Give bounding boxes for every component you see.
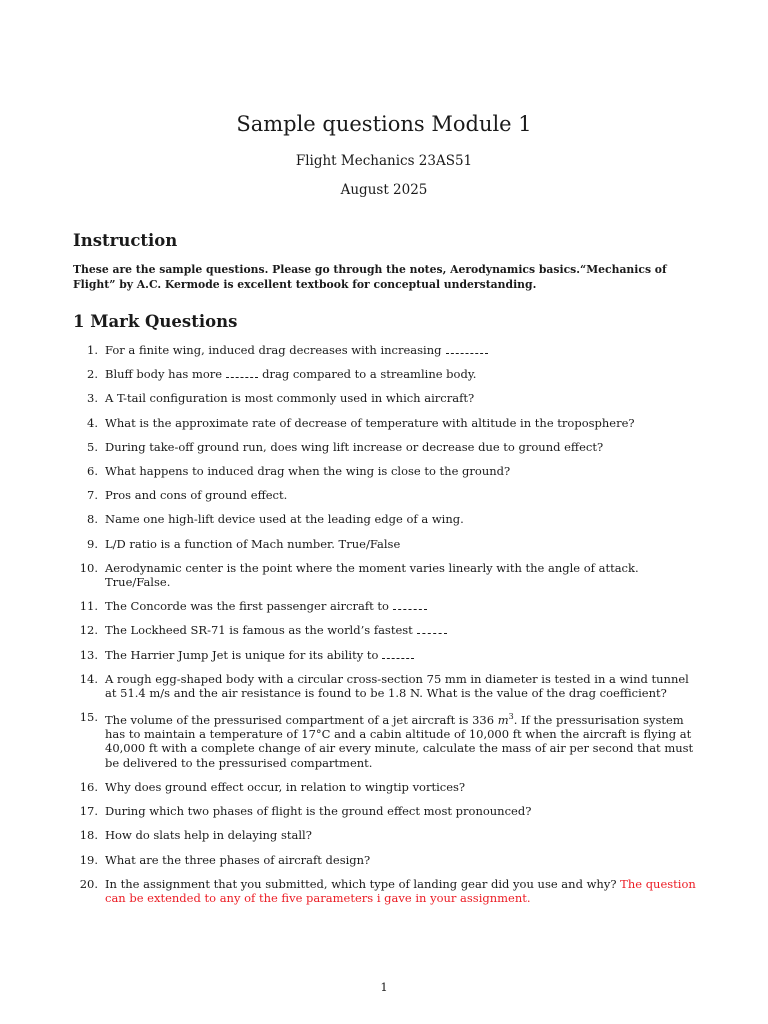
question-number: 16. [79, 779, 98, 794]
question-number: 5. [87, 439, 98, 454]
question-number: 2. [87, 367, 98, 382]
question-text: A rough egg-shaped body with a circular cross-section 75 mm in diameter is tested in a wind tunnel at 51.4 m/s and the air resistance is found to be 1.8 N. What is the value of the drag coefficient? [105, 671, 689, 701]
question-text: In the assignment that you submitted, which type of landing gear did you use and why? [105, 876, 617, 891]
instruction-heading: Instruction [73, 231, 178, 250]
question-number: 15. [79, 710, 98, 725]
question-number: 14. [79, 671, 98, 686]
question-text: How do slats help in delaying stall? [105, 828, 312, 843]
question-text-continued: . If the pressurisation system has to maintain a temperature of 17°C and a cabin altitude of 10,000 ft when the aircraft is flying at 40,000 ft with a complete change of air every minute, calculate the mass of air per second that must be delivered to the pressurised compartment. [105, 713, 694, 770]
questions-heading: 1 Mark Questions [73, 312, 238, 331]
page-number: 1 [380, 980, 388, 994]
question-item [0, 648, 768, 662]
teacher-note: The question can be extended to any of the five parameters i gave in your assignment. [105, 876, 696, 905]
question-item [0, 367, 768, 381]
question-text: The Harrier Jump Jet is unique for its ability to [105, 647, 379, 662]
question-item [0, 853, 768, 867]
question-number: 10. [79, 560, 98, 575]
question-item [0, 804, 768, 818]
unit-exponent: 3 [508, 712, 514, 722]
question-text: L/D ratio is a function of Mach number. True/False [105, 536, 401, 551]
question-number: 3. [87, 391, 98, 406]
question-number: 6. [87, 464, 98, 479]
question-number: 12. [79, 623, 98, 638]
question-item [0, 488, 768, 502]
question-text: Pros and cons of ground effect. [105, 488, 288, 503]
question-item [0, 440, 768, 454]
fill-in-blank [226, 367, 258, 378]
question-item [0, 561, 768, 589]
question-text: Aerodynamic center is the point where the moment varies linearly with the angle of attack. True/False. [105, 560, 639, 590]
question-item [0, 416, 768, 430]
unit-math: m [497, 713, 509, 728]
fill-in-blank [446, 343, 488, 354]
question-item [0, 512, 768, 526]
question-text: What happens to induced drag when the wing is close to the ground? [105, 464, 511, 479]
question-text: During which two phases of flight is the ground effect most pronounced? [105, 804, 532, 819]
question-text: A T-tail configuration is most commonly used in which aircraft? [105, 391, 475, 406]
question-number: 8. [87, 512, 98, 527]
question-item [0, 464, 768, 478]
question-number: 4. [87, 415, 98, 430]
question-item [0, 623, 768, 637]
question-item [0, 780, 768, 794]
document-subtitle: Flight Mechanics 23AS51 [295, 153, 473, 169]
question-text: The volume of the pressurised compartment of a jet aircraft is 336 [105, 713, 498, 728]
document-date: August 2025 [340, 182, 428, 198]
question-number: 13. [79, 647, 98, 662]
question-item [0, 672, 768, 700]
question-number: 20. [79, 876, 98, 891]
question-item [0, 599, 768, 613]
question-text-continued: drag compared to a streamline body. [262, 367, 477, 382]
fill-in-blank [417, 623, 447, 634]
question-text: For a finite wing, induced drag decreases with increasing [105, 343, 442, 357]
instruction-text: These are the sample questions. Please go through the notes, Aerodynamics basics.“Mechanics of Flight” by A.C. Kermode is excellent textbook for conceptual understanding. [73, 263, 667, 291]
question-text: The Concorde was the first passenger aircraft to [105, 599, 389, 614]
question-item [0, 343, 768, 357]
question-text: During take-off ground run, does wing lift increase or decrease due to ground effect? [105, 439, 604, 454]
question-text: Name one high-lift device used at the leading edge of a wing. [105, 512, 464, 527]
question-text: What is the approximate rate of decrease of temperature with altitude in the troposphere? [105, 415, 635, 430]
question-number: 18. [79, 828, 98, 843]
fill-in-blank [382, 648, 414, 659]
question-number: 1. [87, 343, 98, 357]
question-number: 9. [87, 536, 98, 551]
question-number: 11. [79, 599, 98, 614]
question-text: What are the three phases of aircraft design? [105, 852, 371, 867]
question-item [0, 828, 768, 842]
question-item [0, 537, 768, 551]
question-item [0, 877, 768, 905]
question-item [0, 391, 768, 405]
question-text: Bluff body has more [105, 367, 223, 382]
question-number: 19. [79, 852, 98, 867]
question-number: 17. [79, 804, 98, 819]
question-number: 7. [87, 488, 98, 503]
fill-in-blank [393, 599, 427, 610]
question-text: Why does ground effect occur, in relation to wingtip vortices? [105, 779, 466, 794]
question-item [0, 710, 768, 770]
question-text: The Lockheed SR-71 is famous as the world’s fastest [105, 623, 413, 638]
question-list [0, 343, 768, 915]
document-title: Sample questions Module 1 [236, 112, 532, 136]
